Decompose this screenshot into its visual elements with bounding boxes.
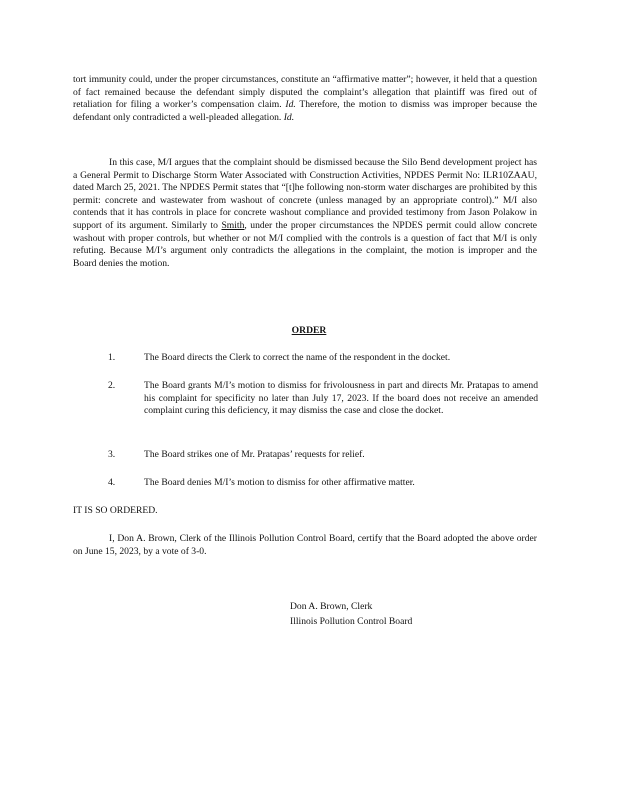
order-item <box>108 477 538 490</box>
paragraph-analysis <box>73 157 537 270</box>
certification: I, Don A. Brown, Clerk of the Illinois Pollution Control Board, certify that the Board adopted the above order on June 15, 2023, by a vote of 3-0. <box>73 533 537 557</box>
paragraph-text: tort immunity could, under the proper circumstances, constitute an “affirmative matter”; however, it held that a question of fact remained because the defendant simply disputed the complaint’s allegation that plaintiff was fired out of retaliation for filing a worker’s compensation claim. <box>73 74 537 111</box>
order-item-number: 1. <box>108 352 116 363</box>
order-item-text: The Board directs the Clerk to correct the name of the respondent in the docket. <box>144 352 451 363</box>
paragraph-tort-immunity <box>73 74 537 124</box>
paragraph-text: In this case, M/I argues that the complaint should be dismissed because the Silo Bend development project has a General Permit to Discharge Storm Water Associated with Construction Activities, NPDES Permit No: ILR10ZAAU, dated March 25, 2021. The NPDES Permit states that “[t]he following non-storm water discharges are prohibited by this permit: concrete and wastewater from washout of concrete (unless managed by an appropriate control).” M/I also contends that it has controls in place for concrete washout compliance and provided testimony from Jason Polakow in support of its argument. Similarly to <box>73 157 537 231</box>
order-item-number: 3. <box>108 449 116 460</box>
order-item-number: 2. <box>108 380 116 391</box>
order-item-text: The Board grants M/I’s motion to dismiss for frivolousness in part and directs Mr. Pratapas to amend his complaint for specificity no later than July 17, 2023. If the board does not receive an amended complaint curing this deficiency, it may dismiss the case and close the docket. <box>144 380 538 417</box>
citation: Id. <box>285 99 296 111</box>
case-citation: Smith <box>221 219 245 231</box>
citation: Id. <box>283 111 295 123</box>
paragraph-text: , under the proper circumstances the NPDES permit could allow concrete washout with proper controls, but whether or not M/I complied with the controls is a question of fact that M/I is only refuting. Because M/I’s argument only contradicts the allegations in the complaint, the motion is improper and the Board denies the motion. <box>73 219 537 269</box>
order-item-text: The Board strikes one of Mr. Pratapas’ requests for relief. <box>144 449 365 460</box>
signature-organization: Illinois Pollution Control Board <box>290 616 413 627</box>
order-item <box>108 352 538 365</box>
order-item-number: 4. <box>108 477 116 488</box>
signature-name: Don A. Brown, Clerk <box>290 601 373 612</box>
order-item <box>108 449 538 462</box>
so-ordered: IT IS SO ORDERED. <box>73 505 158 516</box>
order-item <box>108 380 538 418</box>
order-heading: ORDER <box>291 325 327 336</box>
order-item-text: The Board denies M/I’s motion to dismiss for other affirmative matter. <box>144 477 415 488</box>
paragraph-text: Therefore, the motion to dismiss was improper because the defendant only contradicted a well-pleaded allegation. <box>73 99 537 123</box>
